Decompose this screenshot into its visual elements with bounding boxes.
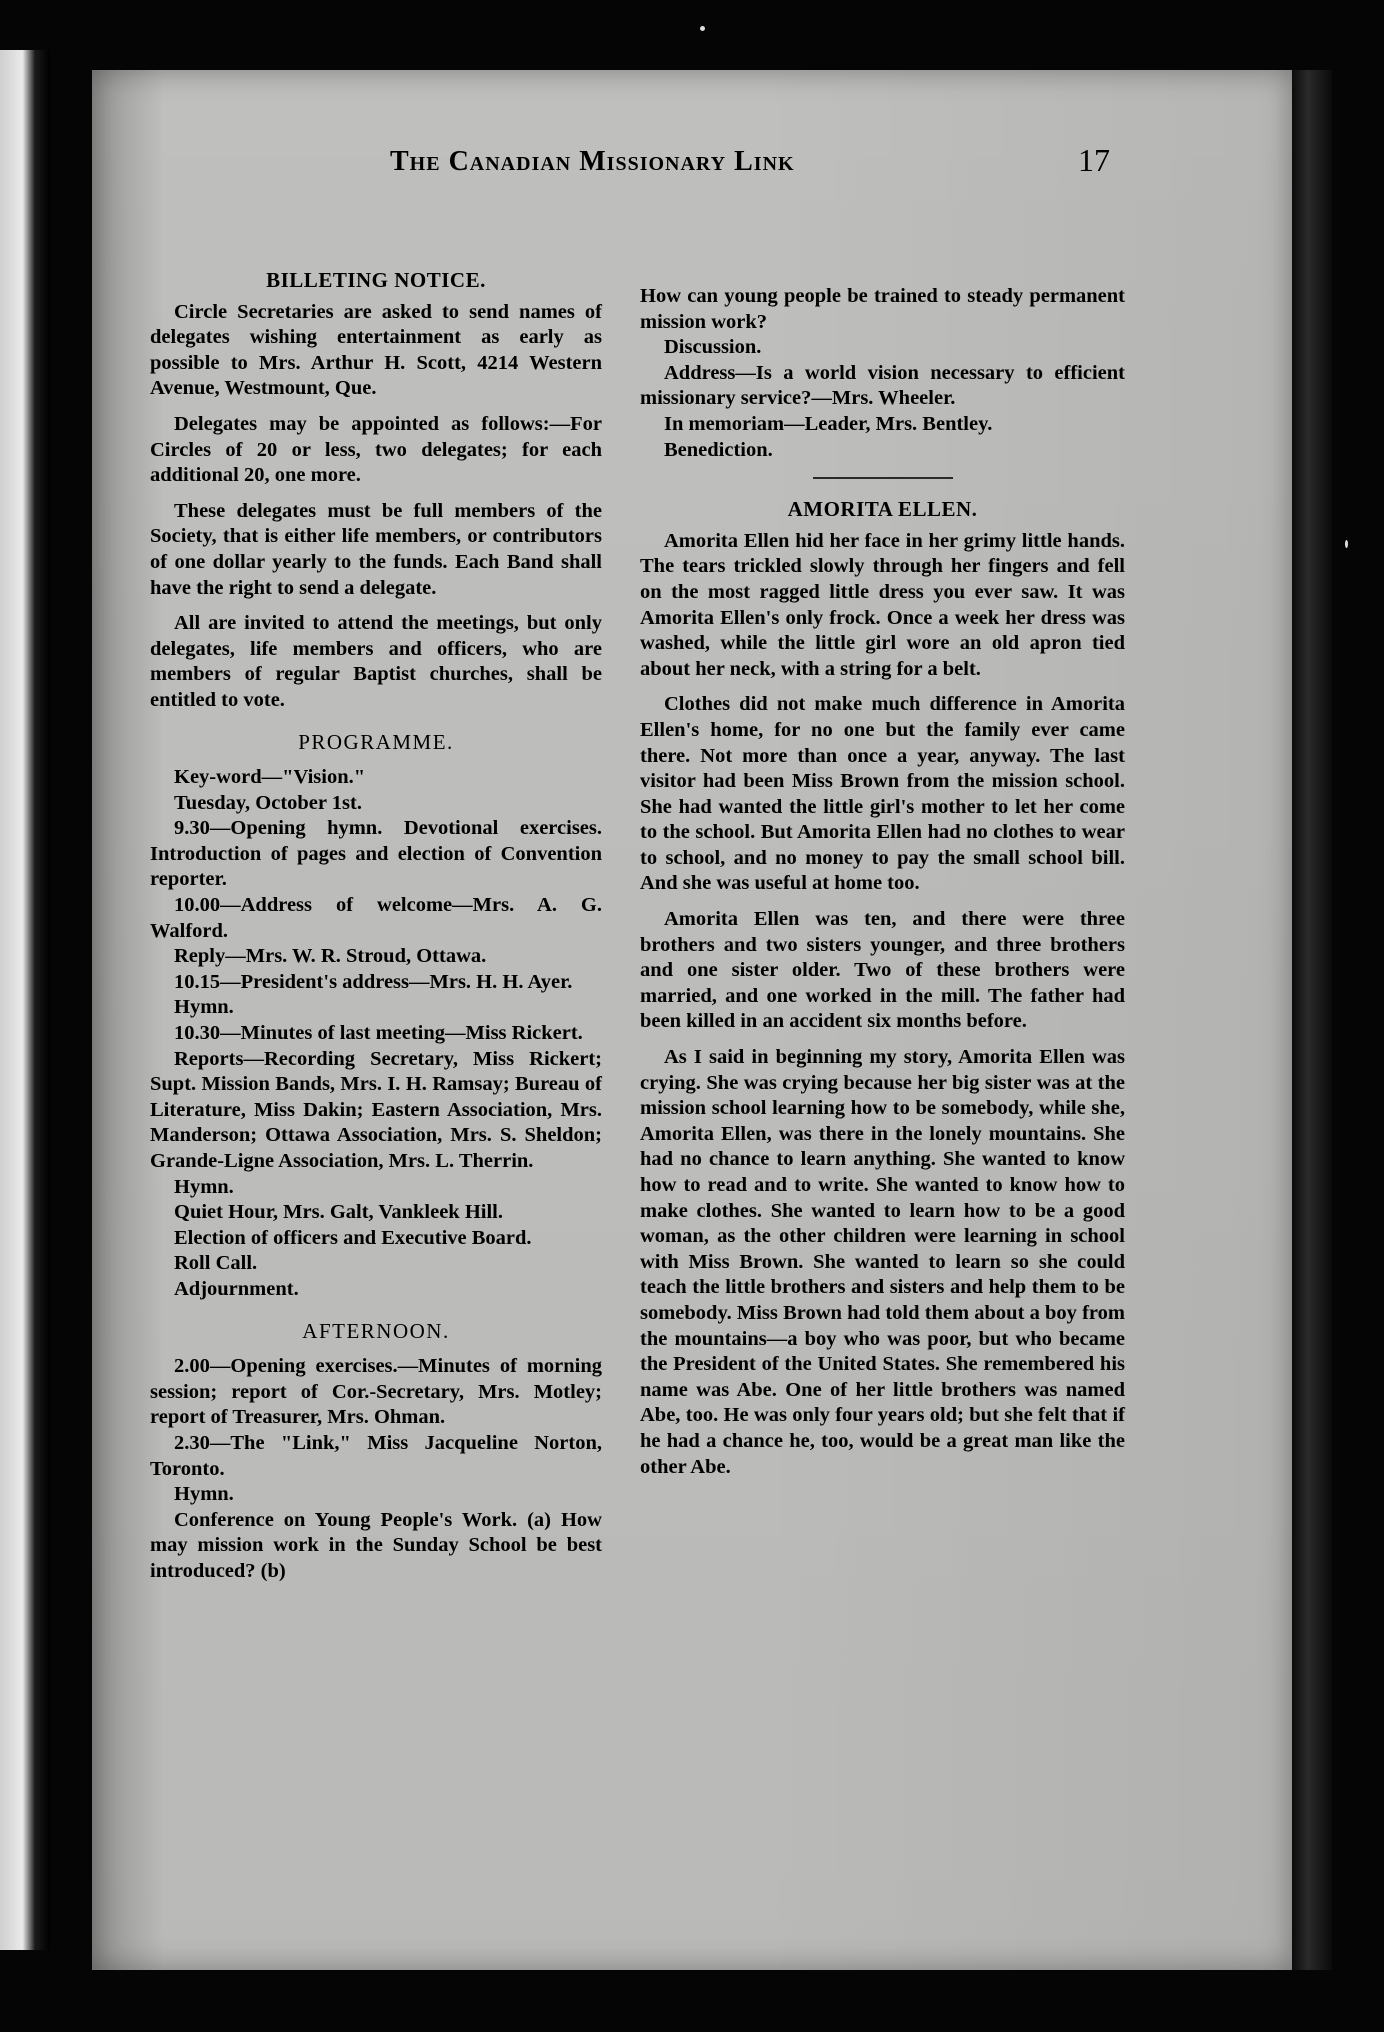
programme-heading: PROGRAMME. (298, 729, 454, 754)
running-header (290, 138, 1150, 198)
programme-line: Key-word—"Vision." (174, 766, 366, 789)
programme-line: Adjournment. (174, 1277, 299, 1300)
billeting-paragraph: Delegates may be appointed as follows:—For Circles of 20 or less, two delegates; for each additional 20, one more. (150, 412, 602, 487)
billeting-heading: BILLETING NOTICE. (266, 268, 486, 292)
left-column (150, 268, 602, 1585)
scan-border-left (0, 50, 50, 1950)
billeting-paragraph: All are invited to attend the meetings, but only delegates, life members and officers, who are members of regular Baptist churches, shall be entitled to vote. (150, 612, 602, 711)
programme-line: Quiet Hour, Mrs. Galt, Vankleek Hill. (174, 1201, 503, 1224)
programme-continuation-line: How can young people be trained to steady permanent mission work? (640, 285, 1125, 333)
programme-continuation-line: Address—Is a world vision necessary to efficient missionary service?—Mrs. Wheeler. (640, 361, 1125, 410)
programme-line: Hymn. (174, 996, 234, 1019)
programme-line: Roll Call. (174, 1252, 258, 1275)
right-column (640, 284, 1125, 1490)
programme-line: Election of officers and Executive Board. (174, 1226, 532, 1249)
programme-line: Tuesday, October 1st. (174, 791, 362, 814)
story-paragraph: Amorita Ellen hid her face in her grimy little hands. The tears trickled slowly through her fingers and fell on the most ragged little dress you ever saw. It was Amorita Ellen's only frock. Once a week her dress was washed, while the little girl wore an old apron tied about her neck, with a string for a belt. (640, 529, 1125, 680)
afternoon-line: 2.00—Opening exercises.—Minutes of morning session; report of Cor.-Secretary, Mrs. Motley; report of Treasurer, Mrs. Ohman. (150, 1355, 602, 1429)
billeting-paragraph: Circle Secretaries are asked to send names of delegates wishing entertainment as early as possible to Mrs. Arthur H. Scott, 4214 Western Avenue, Westmount, Que. (150, 300, 602, 400)
afternoon-line: 2.30—The "Link," Miss Jacqueline Norton, Toronto. (150, 1431, 602, 1480)
journal-title: The Canadian Missionary Link (390, 146, 795, 177)
scan-speck (700, 26, 705, 31)
programme-continuation-line: Benediction. (664, 438, 773, 461)
story-heading: AMORITA ELLEN. (787, 497, 978, 522)
programme-continuation-line: Discussion. (664, 336, 762, 359)
section-divider (813, 477, 953, 479)
page-number: 17 (1078, 142, 1110, 178)
billeting-paragraph: These delegates must be full members of the Society, that is either life members, or contributors of one dollar yearly to the funds. Each Band shall have the right to send a delegate. (150, 499, 602, 599)
scan-speck (1345, 540, 1348, 548)
story-paragraph: Clothes did not make much difference in Amorita Ellen's home, for no one but the family ever came there. Not more than once a year, anyway. The last visitor had been Miss Brown from the mission school. She had wanted the little girl's mother to let her come to the school. But Amorita Ellen had no clothes to wear to school, and no money to pay the small school bill. And she was useful at home too. (640, 693, 1125, 895)
programme-line: 10.15—President's address—Mrs. H. H. Ayer. (174, 970, 573, 993)
programme-line: Hymn. (174, 1175, 234, 1198)
programme-line: 10.30—Minutes of last meeting—Miss Rickert. (174, 1022, 583, 1045)
story-paragraph: Amorita Ellen was ten, and there were three brothers and two sisters younger, and three brothers and one sister older. Two of these brothers were married, and one worked in the mill. The father had been killed in an accident six months before. (640, 908, 1125, 1033)
afternoon-heading: AFTERNOON. (302, 1318, 450, 1343)
afternoon-line: Conference on Young People's Work. (a) How may mission work in the Sunday School be best introduced? (b) (150, 1508, 602, 1582)
programme-line: 9.30—Opening hymn. Devotional exercises. Introduction of pages and election of Convention reporter. (150, 817, 602, 891)
programme-line: 10.00—Address of welcome—Mrs. A. G. Walford. (150, 894, 602, 942)
page-edge-shadow (1292, 70, 1332, 1970)
afternoon-line: Hymn. (174, 1483, 234, 1506)
programme-line: Reply—Mrs. W. R. Stroud, Ottawa. (174, 945, 487, 968)
programme-continuation-line: In memoriam—Leader, Mrs. Bentley. (664, 412, 993, 435)
story-paragraph: As I said in beginning my story, Amorita Ellen was crying. She was crying because her big sister was at the mission school learning how to be somebody, while she, Amorita Ellen, was there in the lonely mountains. She had no chance to learn anything. She wanted to know how to read and to write. She wanted to know how to make clothes. She wanted to learn how to be a good woman, as the other children were learning in school with Miss Brown. She wanted to learn so she could teach the little brothers and sisters and help them to be somebody. Miss Brown had told them about a boy from the mountains—a boy who was poor, but who became the President of the United States. She remembered his name was Abe. One of her little brothers was named Abe, too. He was only four years old; but she felt that if he had a chance he, too, would be a great man like the other Abe. (640, 1046, 1125, 1478)
programme-line: Reports—Recording Secretary, Miss Rickert; Supt. Mission Bands, Mrs. I. H. Ramsay; Bureau of Literature, Miss Dakin; Eastern Association, Mrs. Manderson; Ottawa Association, Mrs. S. Sheldon; Grande-Ligne Association, Mrs. L. Therrin. (150, 1047, 602, 1172)
